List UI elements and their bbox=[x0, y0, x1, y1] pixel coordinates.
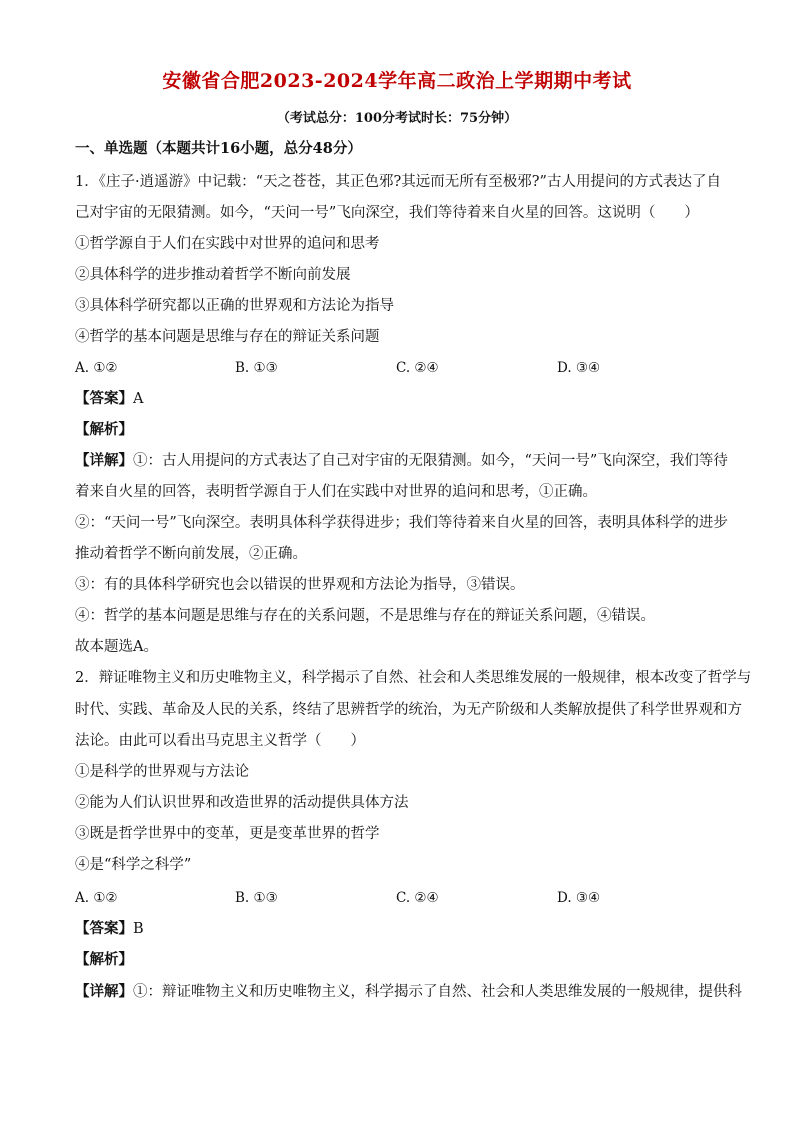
q2-detail-label: 【详解】 bbox=[75, 983, 133, 1000]
q1-item-2: ②具体科学的进步推动着哲学不断向前发展 bbox=[75, 267, 351, 283]
q1-detail-line-2: 着来自火星的回答，表明哲学源自于人们在实践中对世界的追问和思考，①正确。 bbox=[75, 484, 597, 500]
q1-detail-text-1: ①：古人用提问的方式表达了自己对宇宙的无限猜测。如今，“天问一号”飞向深空，我们等待 bbox=[133, 453, 728, 469]
page-title: 安徽省合肥2023-2024学年高二政治上学期期中考试 bbox=[162, 70, 632, 92]
q1-analysis bbox=[75, 420, 725, 440]
q1-item-3: ③具体科学研究都以正确的世界观和方法论为指导 bbox=[75, 298, 394, 314]
q1-answer-value: A bbox=[133, 391, 144, 407]
q1-answer bbox=[75, 389, 725, 409]
exam-info: （考试总分：100分考试时长：75分钟） bbox=[276, 111, 518, 126]
q1-option-b: B. ①③ bbox=[235, 360, 278, 376]
q2-item-4: ④是“科学之科学” bbox=[75, 857, 192, 873]
q1-detail-label: 【详解】 bbox=[75, 452, 133, 469]
q2-stem-line-3: 法论。由此可以看出马克思主义哲学（ ） bbox=[75, 733, 365, 749]
q2-analysis-label: 【解析】 bbox=[75, 951, 133, 968]
q1-option-d: D. ③④ bbox=[557, 360, 601, 376]
q2-stem-line-1: 2．辩证唯物主义和历史唯物主义，科学揭示了自然、社会和人类思维发展的一般规律，根本改变了哲学与 bbox=[75, 670, 752, 686]
q1-conclusion: 故本题选A。 bbox=[75, 639, 158, 655]
q1-answer-label: 【答案】 bbox=[75, 390, 133, 407]
q1-option-a: A. ①② bbox=[75, 360, 118, 376]
q2-answer-value: B bbox=[133, 921, 144, 937]
q1-stem-line-2: 己对宇宙的无限猜测。如今，“天问一号”飞向深空，我们等待着来自火星的回答。这说明（ ） bbox=[75, 205, 699, 221]
q2-option-b: B. ①③ bbox=[235, 890, 278, 906]
q2-answer bbox=[75, 919, 725, 939]
q1-stem-line-1: 1．《庄子·逍遥游》中记载：“天之苍苍，其正色邪?其远而无所有至极邪?”古人用提问的方式表达了自 bbox=[75, 174, 721, 190]
q1-detail-line-4: 推动着哲学不断向前发展，②正确。 bbox=[75, 546, 307, 562]
q1-detail-line-1 bbox=[75, 451, 728, 471]
q1-detail-line-3: ②：“天问一号”飞向深空。表明具体科学获得进步；我们等待着来自火星的回答，表明具体科学的进步 bbox=[75, 515, 728, 531]
q2-item-1: ①是科学的世界观与方法论 bbox=[75, 764, 249, 780]
q2-option-d: D. ③④ bbox=[557, 890, 601, 906]
q2-option-a: A. ①② bbox=[75, 890, 118, 906]
q2-detail-line-1 bbox=[75, 982, 742, 1002]
q1-detail-line-6: ④：哲学的基本问题是思维与存在的关系问题，不是思维与存在的辩证关系问题，④错误。 bbox=[75, 608, 655, 624]
q1-item-1: ①哲学源自于人们在实践中对世界的追问和思考 bbox=[75, 236, 380, 252]
section-heading: 一、单选题（本题共计16小题，总分48分） bbox=[75, 140, 362, 157]
q2-option-c: C. ②④ bbox=[396, 890, 439, 906]
q1-detail-line-5: ③：有的具体科学研究也会以错误的世界观和方法论为指导，③错误。 bbox=[75, 577, 525, 593]
q2-detail-text-1: ①：辩证唯物主义和历史唯物主义，科学揭示了自然、社会和人类思维发展的一般规律，提供科 bbox=[133, 984, 742, 1000]
q2-item-3: ③既是哲学世界中的变革，更是变革世界的哲学 bbox=[75, 826, 380, 842]
q2-item-2: ②能为人们认识世界和改造世界的活动提供具体方法 bbox=[75, 795, 409, 811]
q2-analysis bbox=[75, 950, 725, 970]
q1-option-c: C. ②④ bbox=[396, 360, 439, 376]
q2-stem-line-2: 时代、实践、革命及人民的关系，终结了思辨哲学的统治，为无产阶级和人类解放提供了科学世界观和方 bbox=[75, 702, 742, 718]
q1-item-4: ④哲学的基本问题是思维与存在的辩证关系问题 bbox=[75, 329, 380, 345]
q1-analysis-label: 【解析】 bbox=[75, 421, 133, 438]
q2-answer-label: 【答案】 bbox=[75, 920, 133, 937]
